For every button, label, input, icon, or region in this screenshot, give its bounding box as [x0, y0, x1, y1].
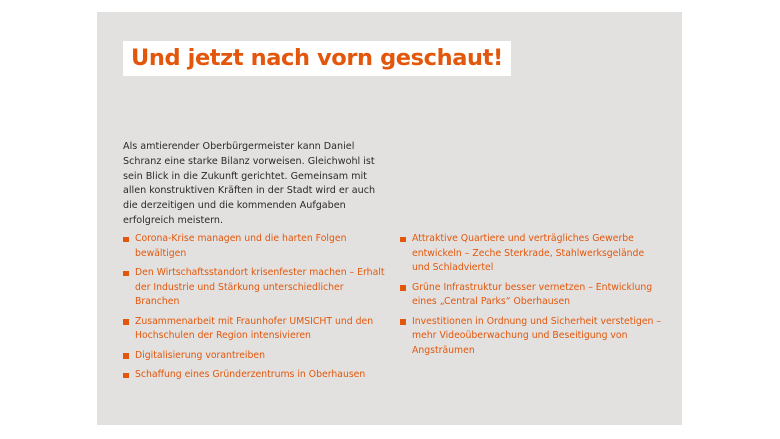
goal-text: Investitionen in Ordnung und Sicherheit verstetigen – mehr Videoüberwachung und Beseitigung von Angsträumen: [412, 315, 662, 356]
goal-list-right: [400, 232, 662, 363]
square-bullet-icon: [400, 285, 406, 291]
slide-title: Und jetzt nach vorn geschaut!: [123, 41, 511, 76]
intro-paragraph: Als amtierender Oberbürgermeister kann Daniel Schranz eine starke Bilanz vorweisen. Gleichwohl ist sein Blick in die Zukunft gerichtet. Gemeinsam mit allen konstruktiven Kräften in der Stadt wird er auch die derzeitigen und die kommenden Aufgaben erfolgreich meistern.: [123, 141, 376, 226]
goal-text: Attraktive Quartiere und verträgliches Gewerbe entwickeln – Zeche Sterkrade, Stahlwerksgelände und Schladviertel: [412, 233, 645, 273]
square-bullet-icon: [400, 319, 406, 325]
list-item: [400, 315, 662, 359]
goal-text: Den Wirtschaftsstandort krisenfester machen – Erhalt der Industrie und Stärkung unterschiedlicher Branchen: [135, 267, 385, 307]
list-item: [123, 368, 385, 383]
goal-text: Digitalisierung vorantreiben: [135, 349, 266, 361]
square-bullet-icon: [123, 353, 129, 359]
list-item: [400, 281, 662, 310]
list-item: [123, 349, 385, 364]
goal-text: Zusammenarbeit mit Fraunhofer UMSICHT und den Hochschulen der Region intensivieren: [135, 315, 374, 341]
slide-page: [97, 12, 682, 425]
goal-text: Schaffung eines Gründerzentrums in Oberhausen: [135, 369, 366, 380]
goal-text: Corona-Krise managen und die harten Folgen bewältigen: [135, 233, 347, 259]
square-bullet-icon: [123, 237, 129, 243]
list-item: [123, 232, 385, 261]
square-bullet-icon: [400, 237, 406, 243]
list-item: [400, 232, 662, 276]
square-bullet-icon: [123, 319, 129, 325]
goal-list-left: [123, 232, 385, 388]
square-bullet-icon: [123, 271, 129, 277]
list-item: [123, 266, 385, 310]
list-item: [123, 315, 385, 344]
goal-text: Grüne Infrastruktur besser vernetzen – Entwicklung eines „Central Parks“ Oberhausen: [412, 281, 653, 307]
square-bullet-icon: [123, 373, 129, 379]
